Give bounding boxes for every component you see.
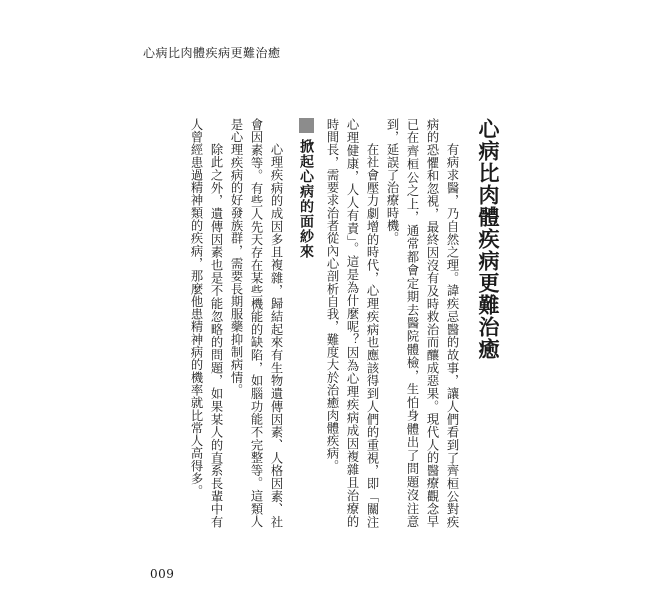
paragraph-1: 有病求醫，乃自然之理。諱疾忌醫的故事，讓人們看到了齊桓公對疾病的恐懼和忽視，最終因沒有及時救治而釀成惡果。現代人的醫療觀念早已在齊桓公之上，通常都會定期去醫院體檢，生怕身體出了問題沒注意到，延誤了治療時機。: [385, 118, 459, 528]
running-head: 心病比肉體疾病更難治癒: [143, 46, 281, 60]
paragraph-3: 心理疾病的成因多且複雜，歸結起來有生物遺傳因素、人格因素、社會因素等。有些人先天存在某些機能的缺陷，如腦功能不完整等。這類人是心理疾病的好發族群，需要長期服藥抑制病情。: [229, 118, 283, 528]
section-marker-icon: [299, 118, 314, 133]
body-text: [160, 118, 500, 528]
section-title-text: 掀起心病的面紗來: [298, 139, 314, 259]
paragraph-4: 除此之外，遺傳因素也是不能忽略的問題，如果某人的直系長輩中有人曾經患過精神類的疾病，那麼他患精神病的機率就比常人高得多。: [189, 118, 223, 528]
chapter-title: 心病比肉體疾病更難治癒: [476, 118, 500, 360]
page-number: 009: [150, 567, 175, 581]
paragraph-2: 在社會壓力劇增的時代，心理疾病也應該得到人們的重視，即「關注心理健康，人人有責」。這是為什麼呢？因為心理疾病成因複雜且治療的時間長，需要求治者從內心剖析自我，難度大於治癒肉體疾病。: [325, 118, 379, 528]
section-title: [296, 118, 316, 528]
